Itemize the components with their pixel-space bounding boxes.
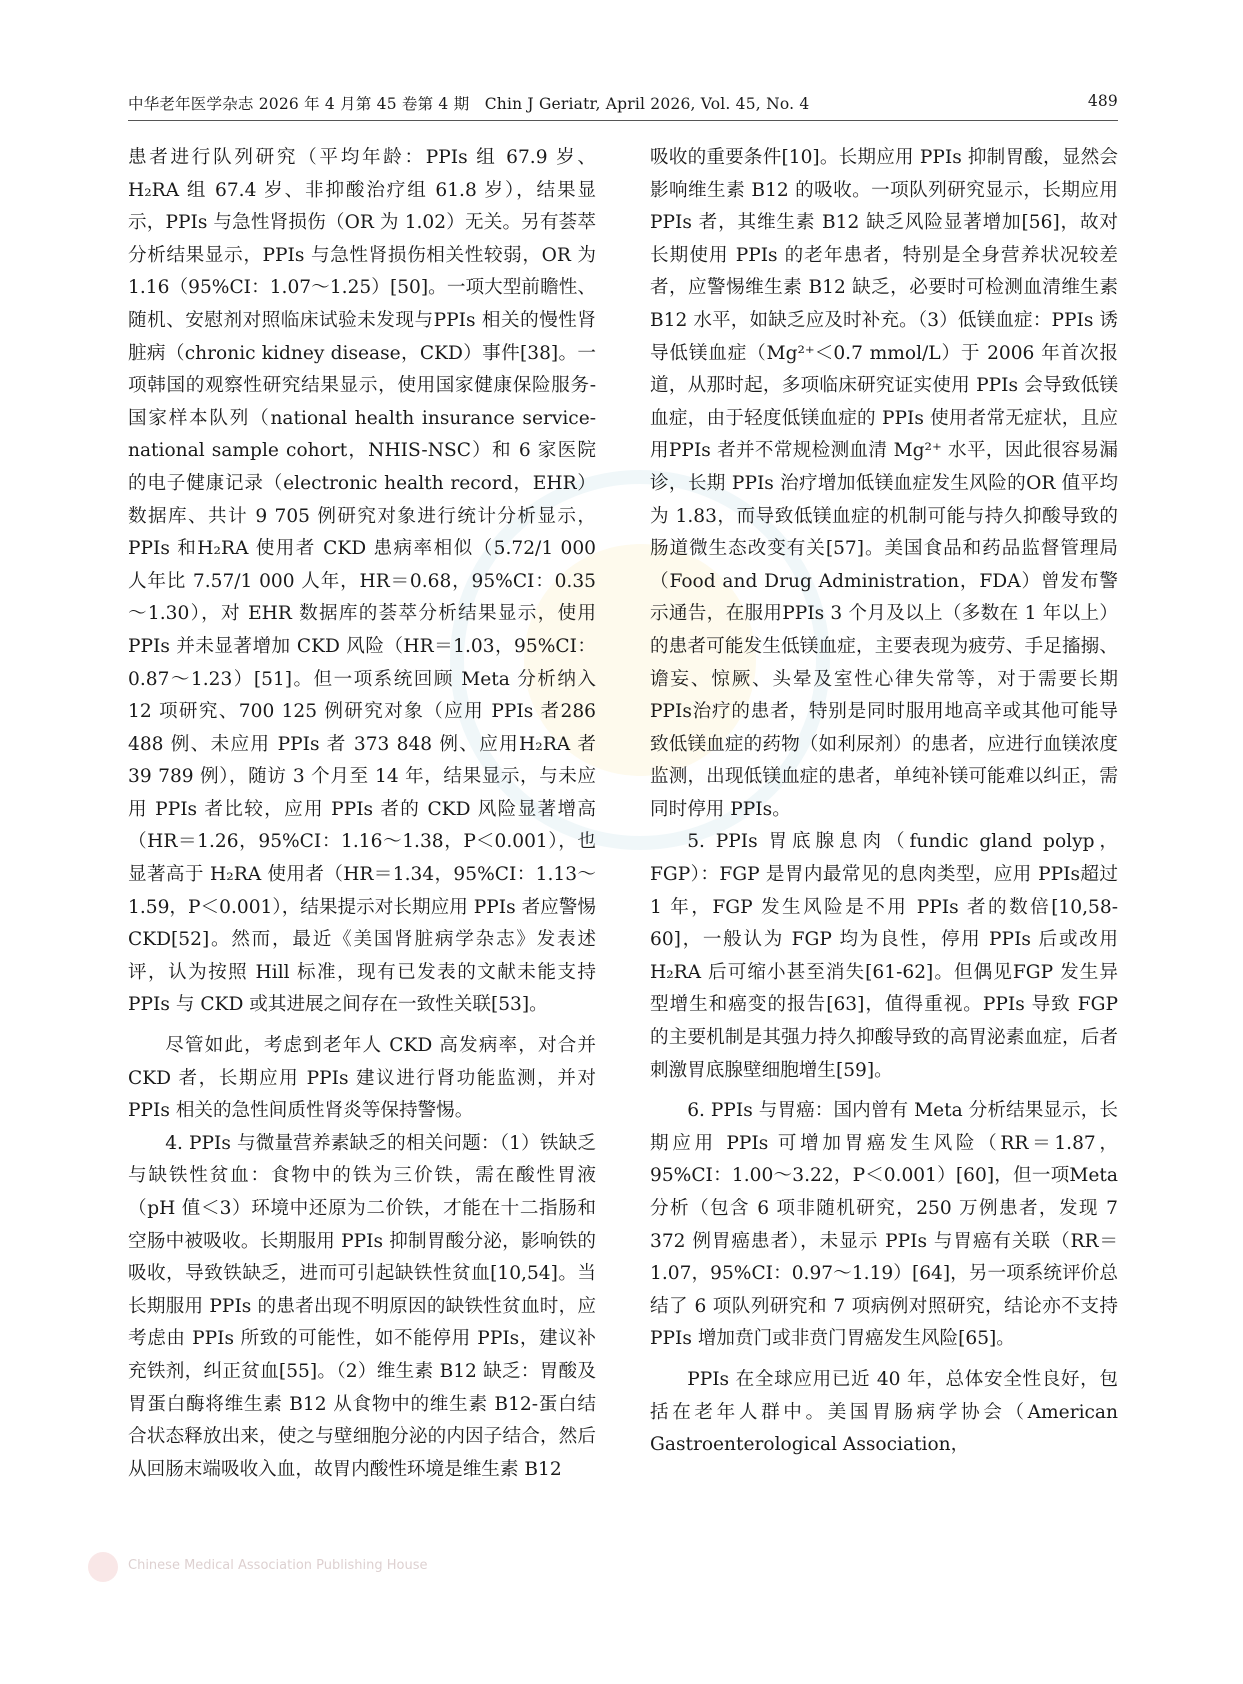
paragraph: 6. PPIs 与胃癌：国内曾有 Meta 分析结果显示，长期应用 PPIs 可增加胃癌发生风险（RR＝1.87，95%CI：1.00～3.22，P＜0.001）[60]，但一项Meta 分析（包含 6 项非随机研究，250 万例患者，发现 7 372 例胃癌患者），未显示 PPIs 与胃癌有关联（RR＝1.07，95%CI：0.97～1.19）[64]，另一项系统评价总结了 6 项队列研究和 7 项病例对照研究，结论亦不支持 PPIs 增加贲门或非贲门胃癌发生风险[65]。 bbox=[650, 1100, 1118, 1350]
paragraph: PPIs 在全球应用已近 40 年，总体安全性良好，包括在老年人群中。美国胃肠病学协会（American Gastroenterological Association， bbox=[650, 1368, 1118, 1456]
publisher-footer: Chinese Medical Association Publishing House bbox=[128, 1558, 428, 1573]
paragraph: 吸收的重要条件[10]。长期应用 PPIs 抑制胃酸，显然会影响维生素 B12 的吸收。一项队列研究显示，长期应用 PPIs 者，其维生素 B12 缺乏风险显著增加[56]，故对长期使用 PPIs 的老年患者，特别是全身营养状况较差者，应警惕维生素 B12 缺乏，必要时可检测血清维生素 B12 水平，如缺乏应及时补充。（3）低镁血症：PPIs 诱导低镁血症（Mg²⁺＜0.7 mmol/L）于 2006 年首次报道，从那时起，多项临床研究证实使用 PPIs 会导致低镁血症，由于轻度低镁血症的 PPIs 使用者常无症状，且应用PPIs 者并不常规检测血清 Mg²⁺ 水平，因此很容易漏诊，长期 PPIs 治疗增加低镁血症发生风险的OR 值平均为 1.83，而导致低镁血症的机制可能与持久抑酸导致的肠道微生态改变有关[57]。美国食品和药品监督管理局（Food and Drug Administration，FDA）曾发布警示通告，在服用PPIs 3 个月及以上（多数在 1 年以上）的患者可能发生低镁血症，主要表现为疲劳、手足搐搦、谵妄、惊厥、头晕及室性心律失常等，对于需要长期 PPIs治疗的患者，特别是同时服用地高辛或其他可能导致低镁血症的药物（如利尿剂）的患者，应进行血镁浓度监测，出现低镁血症的患者，单纯补镁可能难以纠正，需同时停用 PPIs。 bbox=[650, 147, 1118, 820]
right-column bbox=[650, 142, 1118, 1462]
page-number: 489 bbox=[1087, 92, 1118, 110]
paragraph: 患者进行队列研究（平均年龄：PPIs 组 67.9 岁、H₂RA 组 67.4 岁、非抑酸治疗组 61.8 岁），结果显示，PPIs 与急性肾损伤（OR 为 1.02）无关。另有荟萃分析结果显示，PPIs 与急性肾损伤相关性较弱，OR 为 1.16（95%CI：1.07～1.25）[50]。一项大型前瞻性、随机、安慰剂对照临床试验未发现与PPIs 相关的慢性肾脏病（chronic kidney disease，CKD）事件[38]。一项韩国的观察性研究结果显示，使用国家健康保险服务-国家样本队列（national health insurance service-national sample cohort，NHIS-NSC）和 6 家医院的电子健康记录（electronic health record，EHR）数据库、共计 9 705 例研究对象进行统计分析显示，PPIs 和H₂RA 使用者 CKD 患病率相似（5.72/1 000 人年比 7.57/1 000 人年，HR＝0.68，95%CI：0.35～1.30），对 EHR 数据库的荟萃分析结果显示，使用PPIs 并未显著增加 CKD 风险（HR＝1.03，95%CI：0.87～1.23）[51]。但一项系统回顾 Meta 分析纳入 12 项研究、700 125 例研究对象（应用 PPIs 者286 488 例、未应用 PPIs 者 373 848 例、应用H₂RA 者 39 789 例），随访 3 个月至 14 年，结果显示，与未应用 PPIs 者比较，应用 PPIs 者的 CKD 风险显著增高（HR＝1.26，95%CI：1.16～1.38，P＜0.001），也显著高于 H₂RA 使用者（HR＝1.34，95%CI：1.13～1.59，P＜0.001），结果提示对长期应用 PPIs 者应警惕 CKD[52]。然而，最近《美国肾脏病学杂志》发表述评，认为按照 Hill 标准，现有已发表的文献未能支持 PPIs 与 CKD 或其进展之间存在一致性关联[53]。 bbox=[128, 147, 596, 1016]
paragraph: 4. PPIs 与微量营养素缺乏的相关问题：（1）铁缺乏与缺铁性贫血：食物中的铁为三价铁，需在酸性胃液（pH 值＜3）环境中还原为二价铁，才能在十二指肠和空肠中被吸收。长期服用 PPIs 抑制胃酸分泌，影响铁的吸收，导致铁缺乏，进而可引起缺铁性贫血[10,54]。当长期服用 PPIs 的患者出现不明原因的缺铁性贫血时，应考虑由 PPIs 所致的可能性，如不能停用 PPIs，建议补充铁剂，纠正贫血[55]。（2）维生素 B12 缺乏：胃酸及胃蛋白酶将维生素 B12 从食物中的维生素 B12-蛋白结合状态释放出来，使之与壁细胞分泌的内因子结合，然后从回肠末端吸收入血，故胃内酸性环境是维生素 B12 bbox=[128, 1132, 596, 1480]
journal-citation bbox=[128, 92, 809, 114]
publisher-logo-icon bbox=[88, 1552, 118, 1582]
journal-title-cn: 中华老年医学杂志 2026 年 4 月第 45 卷第 4 期 bbox=[128, 95, 470, 113]
header-rule bbox=[128, 120, 1118, 121]
left-column bbox=[128, 142, 596, 1486]
paragraph: 尽管如此，考虑到老年人 CKD 高发病率，对合并 CKD 者，长期应用 PPIs 建议进行肾功能监测，并对 PPIs 相关的急性间质性肾炎等保持警惕。 bbox=[128, 1035, 596, 1122]
paragraph: 5. PPIs 胃底腺息肉（fundic gland polyp，FGP）：FGP 是胃内最常见的息肉类型，应用 PPIs超过 1 年，FGP 发生风险是不用 PPIs 者的数倍[10,58-60]，一般认为 FGP 均为良性，停用 PPIs 后或改用 H₂RA 后可缩小甚至消失[61-62]。但偶见FGP 发生异型增生和癌变的报告[63]，值得重视。PPIs 导致 FGP 的主要机制是其强力持久抑酸导致的高胃泌素血症，后者刺激胃底腺壁细胞增生[59]。 bbox=[650, 831, 1118, 1081]
journal-title-en: Chin J Geriatr, April 2026, Vol. 45, No. 4 bbox=[484, 95, 810, 113]
running-header bbox=[128, 92, 1118, 122]
